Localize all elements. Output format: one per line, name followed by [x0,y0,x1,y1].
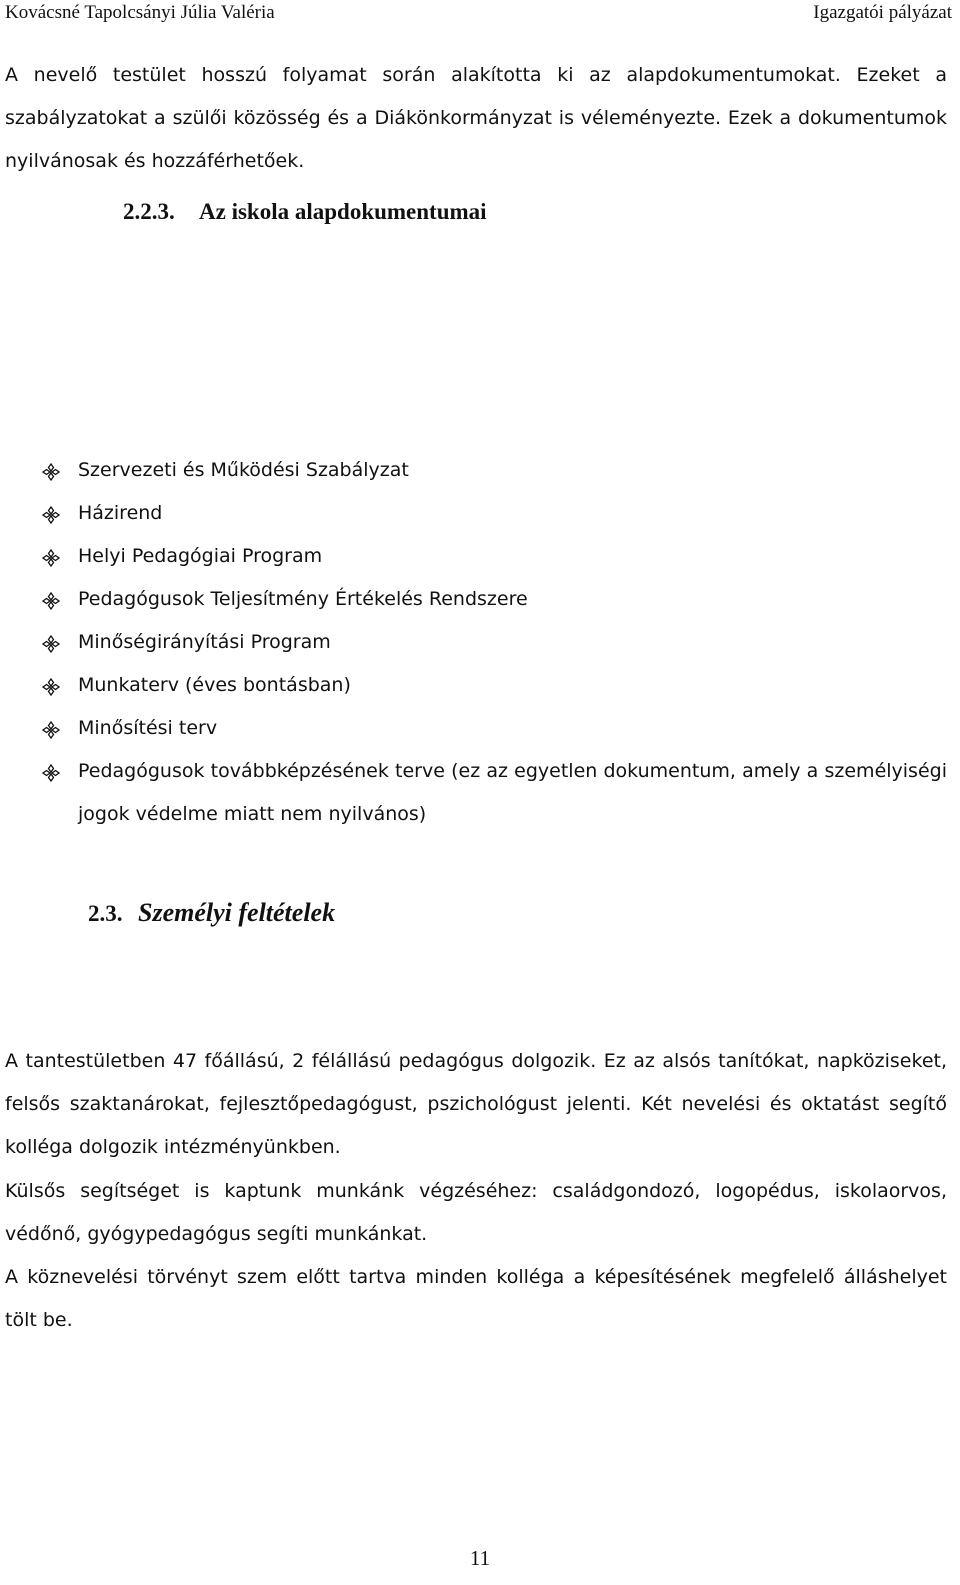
section-2-3-number: 2.3. [88,901,123,926]
document-name: Szervezeti és Működési Szabályzat [78,459,409,481]
document-name: Házirend [78,502,163,524]
section-2-2-3-title: Az iskola alapdokumentumai [199,199,487,224]
document-name: Minőségirányítási Program [78,631,331,653]
list-item [42,707,947,750]
document-name: Munkaterv (éves bontásban) [78,674,351,696]
document-name: Pedagógusok Teljesítmény Értékelés Rendszere [78,588,528,610]
page-number: 11 [469,1546,491,1570]
section-2-2-3-heading [123,199,487,225]
page-header [5,2,952,28]
law-paragraph: A köznevelési törvényt szem előtt tartva minden kolléga a képesítésének megfelelő álláshelyet tölt be. [5,1266,947,1331]
documents-list [42,449,947,836]
list-item [42,449,947,492]
header-author: Kovácsné Tapolcsányi Júlia Valéria [5,2,275,23]
document-name: Pedagógusok továbbképzésének terve (ez az egyetlen dokumentum, amely a személyiségi jogok védelme miatt nem nyilvános) [78,760,947,825]
staff-paragraph: A tantestületben 47 főállású, 2 félállású pedagógus dolgozik. Ez az alsós tanítókat, napköziseket, felsős szaktanárokat, fejlesztőpedagógust, pszichológust jelenti. Két nevelési és oktatást segítő kolléga dolgozik intézményünkben. [5,1050,947,1158]
four-diamond-bullet-icon [42,549,60,567]
section-2-2-3-number: 2.2.3. [123,199,175,224]
four-diamond-bullet-icon [42,764,60,782]
list-item [42,578,947,621]
external-help-paragraph: Külsős segítséget is kaptunk munkánk végzéséhez: családgondozó, logopédus, iskolaorvos, védőnő, gyógypedagógus segíti munkánkat. [5,1180,947,1245]
document-name: Minősítési terv [78,717,218,739]
section-2-3-title: Személyi feltételek [138,898,336,927]
intro-paragraph: A nevelő testület hosszú folyamat során alakította ki az alapdokumentumokat. Ezeket a szabályzatokat a szülői közösség és a Diákönkormányzat is véleményezte. Ezek a dokumentumok nyilvánosak és hozzáférhetőek. [5,64,947,172]
document-name: Helyi Pedagógiai Program [78,545,323,567]
four-diamond-bullet-icon [42,463,60,481]
list-item [42,535,947,578]
list-item [42,621,947,664]
header-doc-type: Igazgatói pályázat [813,2,952,23]
list-item [42,492,947,535]
four-diamond-bullet-icon [42,506,60,524]
section-2-3-heading [88,898,335,928]
list-item [42,664,947,707]
four-diamond-bullet-icon [42,635,60,653]
four-diamond-bullet-icon [42,721,60,739]
four-diamond-bullet-icon [42,678,60,696]
list-item [42,750,947,836]
four-diamond-bullet-icon [42,592,60,610]
